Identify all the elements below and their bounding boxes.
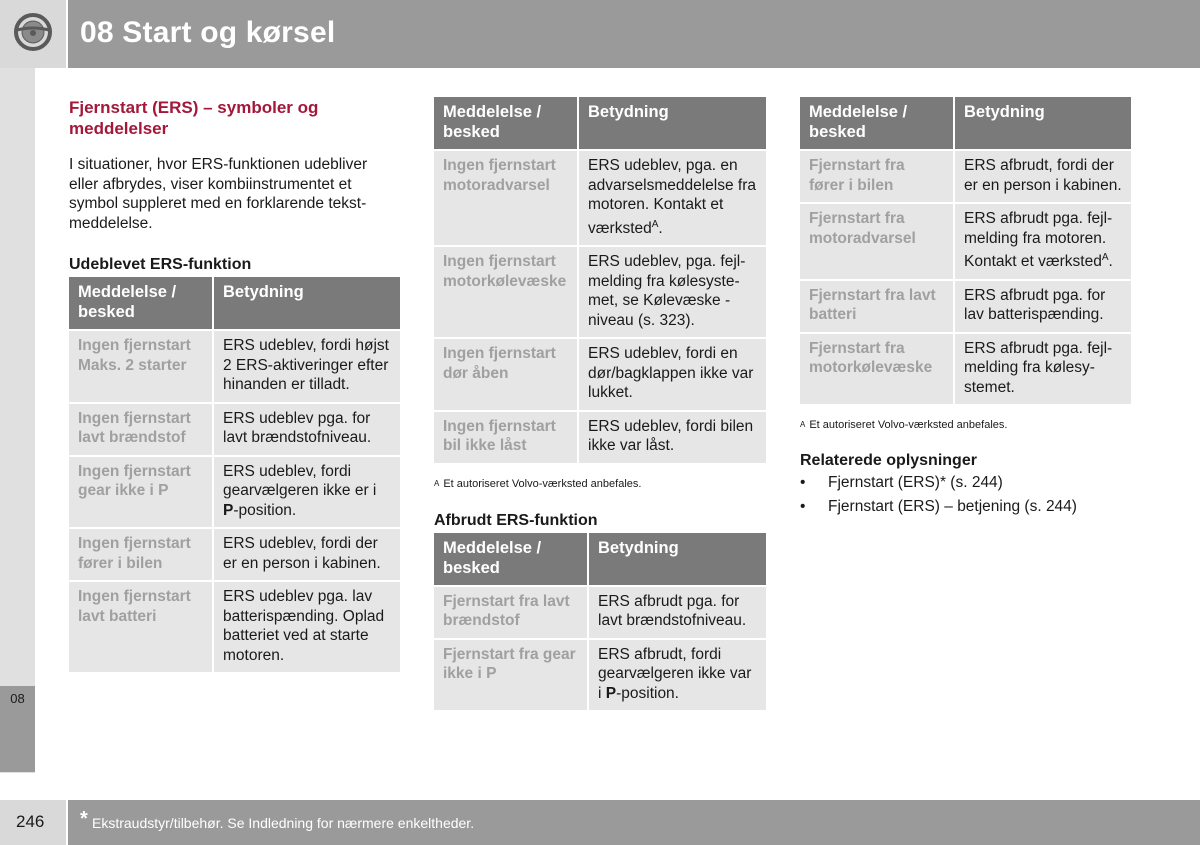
table-row [69, 528, 400, 581]
table-row [800, 150, 1131, 203]
meaning-text: ERS afbrudt, fordi gearvælgeren ikke var i [598, 645, 752, 702]
column-2 [434, 97, 766, 712]
footer-note: Ekstraudstyr/tilbehør. Se Indledning for nærmere enkeltheder. [92, 815, 475, 831]
table-row [800, 280, 1131, 333]
footnote-text: Et autoriseret Volvo-værksted anbefales. [443, 477, 642, 490]
side-tab [0, 68, 35, 773]
meaning-text: ERS afbrudt pga. fejlmelding fra motoren. Kontakt et værksted [964, 210, 1113, 271]
table-row [69, 403, 400, 456]
table-footnote [434, 477, 766, 491]
table-row [434, 338, 766, 411]
related-title: Relaterede oplysninger [800, 452, 977, 470]
meaning-cell: ERS afbrudt pga. for lav batterispænding. [954, 280, 1131, 333]
table-row [434, 639, 766, 712]
meaning-cell: ERS udeblev, fordi en dør/bagklappen ikke var lukket. [578, 338, 766, 411]
table-row [800, 333, 1131, 406]
meaning-bold: P [605, 684, 617, 702]
related-link-text: Fjernstart (ERS) – betjening (s. 244) [828, 498, 1077, 516]
table-row [69, 330, 400, 403]
meaning-cell: ERS udeblev, fordi bilen ikke var låst. [578, 411, 766, 464]
steering-wheel-icon [13, 12, 53, 52]
meaning-bold: P [223, 501, 234, 519]
meaning-cell [954, 203, 1131, 280]
message-cell: Fjernstart fra gear ikke i P [434, 639, 588, 712]
meaning-text-end: . [658, 219, 663, 237]
message-cell: Ingen fjernstart gear ikke i P [69, 456, 213, 529]
table-interrupted [434, 533, 766, 713]
chapter-title: 08 Start og kørsel [80, 16, 336, 49]
table-not-started [69, 277, 400, 674]
header-message: Meddelelse / besked [69, 277, 213, 330]
meaning-cell: ERS udeblev pga. lav batterispænding. Oplad batteriet ved at starte motoren. [213, 581, 400, 673]
meaning-text-end: . [1108, 253, 1113, 271]
meaning-cell: ERS udeblev, fordi højst 2 ERS-aktiveringer efter hinanden er tilladt. [213, 330, 400, 403]
meaning-cell: ERS udeblev pga. for lavt brændstofniveau. [213, 403, 400, 456]
table-header-row [69, 277, 400, 330]
table-row [434, 150, 766, 246]
footnote-star: * [80, 808, 88, 830]
table-row [434, 246, 766, 338]
section-title: Fjernstart (ERS) – symboler og meddelelser [69, 98, 319, 138]
message-cell: Fjernstart fra lavt brændstof [434, 586, 588, 639]
header-message: Meddelelse / besked [434, 533, 588, 586]
meaning-cell [578, 150, 766, 246]
table-not-started-continued [434, 97, 766, 465]
meaning-text: ERS udeblev, pga. en advarselsmeddelelse fra motoren. Kontakt et værksted [588, 157, 757, 237]
message-cell: Ingen fjernstart motorkølevæske [434, 246, 578, 338]
footnote-ref: A [1101, 252, 1109, 263]
header-message: Meddelelse / besked [434, 97, 578, 150]
column-1 [69, 97, 400, 674]
related-link[interactable] [800, 471, 1131, 495]
meaning-text-end: -position. [233, 501, 297, 519]
column-3 [800, 97, 1131, 519]
header-meaning: Betydning [213, 277, 400, 330]
header-icon-box [0, 0, 66, 68]
table-header-row [434, 97, 766, 150]
footnote-ref: A [651, 218, 659, 230]
meaning-cell: ERS afbrudt pga. fejlmelding fra kølesystemet. [954, 333, 1131, 406]
table-header-row [434, 533, 766, 586]
page-header [0, 0, 1200, 68]
table-row [69, 581, 400, 673]
footnote-marker: A [800, 420, 806, 430]
meaning-text: ERS udeblev, fordi gearvælgeren ikke er i [223, 462, 377, 499]
meaning-text-end: -position. [616, 684, 679, 702]
table-row [800, 203, 1131, 280]
table-row [434, 586, 766, 639]
header-message: Meddelelse / besked [800, 97, 954, 150]
side-tab-label: 08 [10, 691, 25, 706]
meaning-cell [588, 639, 766, 712]
message-cell: Ingen fjernstart lavt brændstof [69, 403, 213, 456]
header-meaning: Betydning [954, 97, 1131, 150]
message-cell: Fjernstart fra motorkølevæske [800, 333, 954, 406]
bullet: • [800, 498, 806, 516]
footnote-text: Et autoriseret Volvo-værksted anbefales. [809, 419, 1008, 432]
header-meaning: Betydning [588, 533, 766, 586]
page-number: 246 [16, 812, 45, 831]
table-row [434, 411, 766, 464]
table-row [69, 456, 400, 529]
message-cell: Ingen fjernstart lavt batteri [69, 581, 213, 673]
related-link[interactable] [800, 495, 1131, 519]
footnote-marker: A [434, 478, 440, 488]
message-cell: Ingen fjernstart dør åben [434, 338, 578, 411]
intro-paragraph: I situationer, hvor ERS-funktionen udebliver eller afbrydes, viser kombiinstrumentet et symbol suppleret med en forklarende tekstmeddelelse. [69, 156, 368, 232]
related-link-text: Fjernstart (ERS)* (s. 244) [828, 474, 1003, 492]
table-header-row [800, 97, 1131, 150]
table-footnote [800, 418, 1131, 432]
meaning-cell: ERS afbrudt, fordi der er en person i kabinen. [954, 150, 1131, 203]
message-cell: Fjernstart fra motoradvarsel [800, 203, 954, 280]
bullet: • [800, 474, 806, 492]
message-cell: Fjernstart fra fører i bilen [800, 150, 954, 203]
related-list [800, 471, 1131, 519]
message-cell: Fjernstart fra lavt batteri [800, 280, 954, 333]
message-cell: Ingen fjernstart Maks. 2 starter [69, 330, 213, 403]
related-info [800, 452, 1131, 519]
message-cell: Ingen fjernstart bil ikke låst [434, 411, 578, 464]
message-cell: Ingen fjernstart fører i bilen [69, 528, 213, 581]
meaning-cell [213, 456, 400, 529]
table-title-not-started: Udeblevet ERS-funktion [69, 256, 252, 273]
meaning-cell: ERS afbrudt pga. for lavt brændstofniveau. [588, 586, 766, 639]
table-interrupted-continued [800, 97, 1131, 406]
message-cell: Ingen fjernstart motoradvarsel [434, 150, 578, 246]
meaning-cell: ERS udeblev, fordi der er en person i kabinen. [213, 528, 400, 581]
table-title-interrupted: Afbrudt ERS-funktion [434, 511, 598, 529]
header-meaning: Betydning [578, 97, 766, 150]
meaning-cell: ERS udeblev, pga. fejlmelding fra kølesystemet, se Kølevæske - niveau (s. 323). [578, 246, 766, 338]
